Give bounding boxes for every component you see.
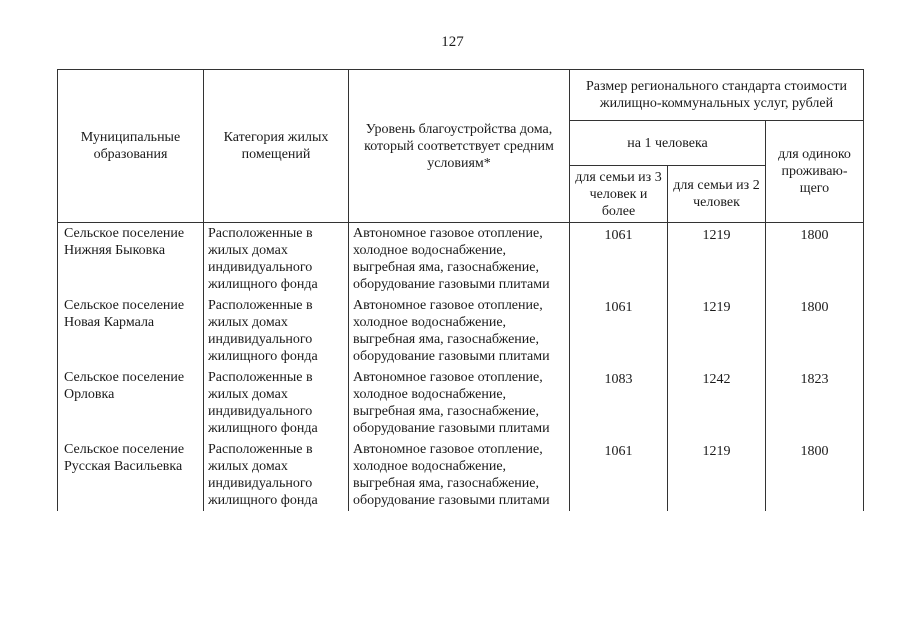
cell-category: Расположенные в жилых домах индивидуального жилищного фонда (204, 367, 349, 439)
cell-family2: 1219 (668, 223, 766, 296)
header-municipality: Муниципальные образования (58, 70, 204, 223)
cell-category: Расположенные в жилых домах индивидуального жилищного фонда (204, 439, 349, 511)
cell-municipality: Сельское поселение Русская Васильевка (58, 439, 204, 511)
cell-municipality: Сельское поселение Нижняя Быковка (58, 223, 204, 296)
header-category: Категория жилых помещений (204, 70, 349, 223)
cell-single: 1823 (766, 367, 864, 439)
cell-municipality: Сельское поселение Орловка (58, 367, 204, 439)
cell-comfort: Автономное газовое отопление, холодное водоснабжение, выгребная яма, газоснабжение, оборудование газовыми плитами (349, 439, 570, 511)
table-body (58, 223, 864, 512)
table-header (58, 70, 864, 223)
cell-single: 1800 (766, 439, 864, 511)
tariff-table-container (57, 69, 864, 511)
cell-family3: 1083 (570, 367, 668, 439)
table-row (58, 367, 864, 439)
table-row (58, 223, 864, 296)
cell-family3: 1061 (570, 439, 668, 511)
cell-comfort: Автономное газовое отопление, холодное водоснабжение, выгребная яма, газоснабжение, оборудование газовыми плитами (349, 223, 570, 296)
cell-single: 1800 (766, 223, 864, 296)
table-row (58, 295, 864, 367)
cell-family2: 1219 (668, 439, 766, 511)
page-number: 127 (441, 34, 464, 50)
cell-family3: 1061 (570, 295, 668, 367)
header-single: для одиноко проживаю-щего (766, 121, 864, 223)
cell-category: Расположенные в жилых домах индивидуального жилищного фонда (204, 295, 349, 367)
cell-family3: 1061 (570, 223, 668, 296)
header-per-person: на 1 человека (570, 121, 766, 166)
cell-category: Расположенные в жилых домах индивидуального жилищного фонда (204, 223, 349, 296)
header-comfort-level: Уровень благоустройства дома, который соответствует средним условиям* (349, 70, 570, 223)
tariff-table (57, 69, 864, 511)
cell-family2: 1242 (668, 367, 766, 439)
cell-municipality: Сельское поселение Новая Кармала (58, 295, 204, 367)
cell-comfort: Автономное газовое отопление, холодное водоснабжение, выгребная яма, газоснабжение, оборудование газовыми плитами (349, 367, 570, 439)
cell-single: 1800 (766, 295, 864, 367)
cell-family2: 1219 (668, 295, 766, 367)
header-standard-size: Размер регионального стандарта стоимости жилищно-коммунальных услуг, рублей (570, 70, 864, 121)
cell-comfort: Автономное газовое отопление, холодное водоснабжение, выгребная яма, газоснабжение, оборудование газовыми плитами (349, 295, 570, 367)
table-row (58, 439, 864, 511)
header-family2: для семьи из 2 человек (668, 166, 766, 223)
header-family3: для семьи из 3 человек и более (570, 166, 668, 223)
